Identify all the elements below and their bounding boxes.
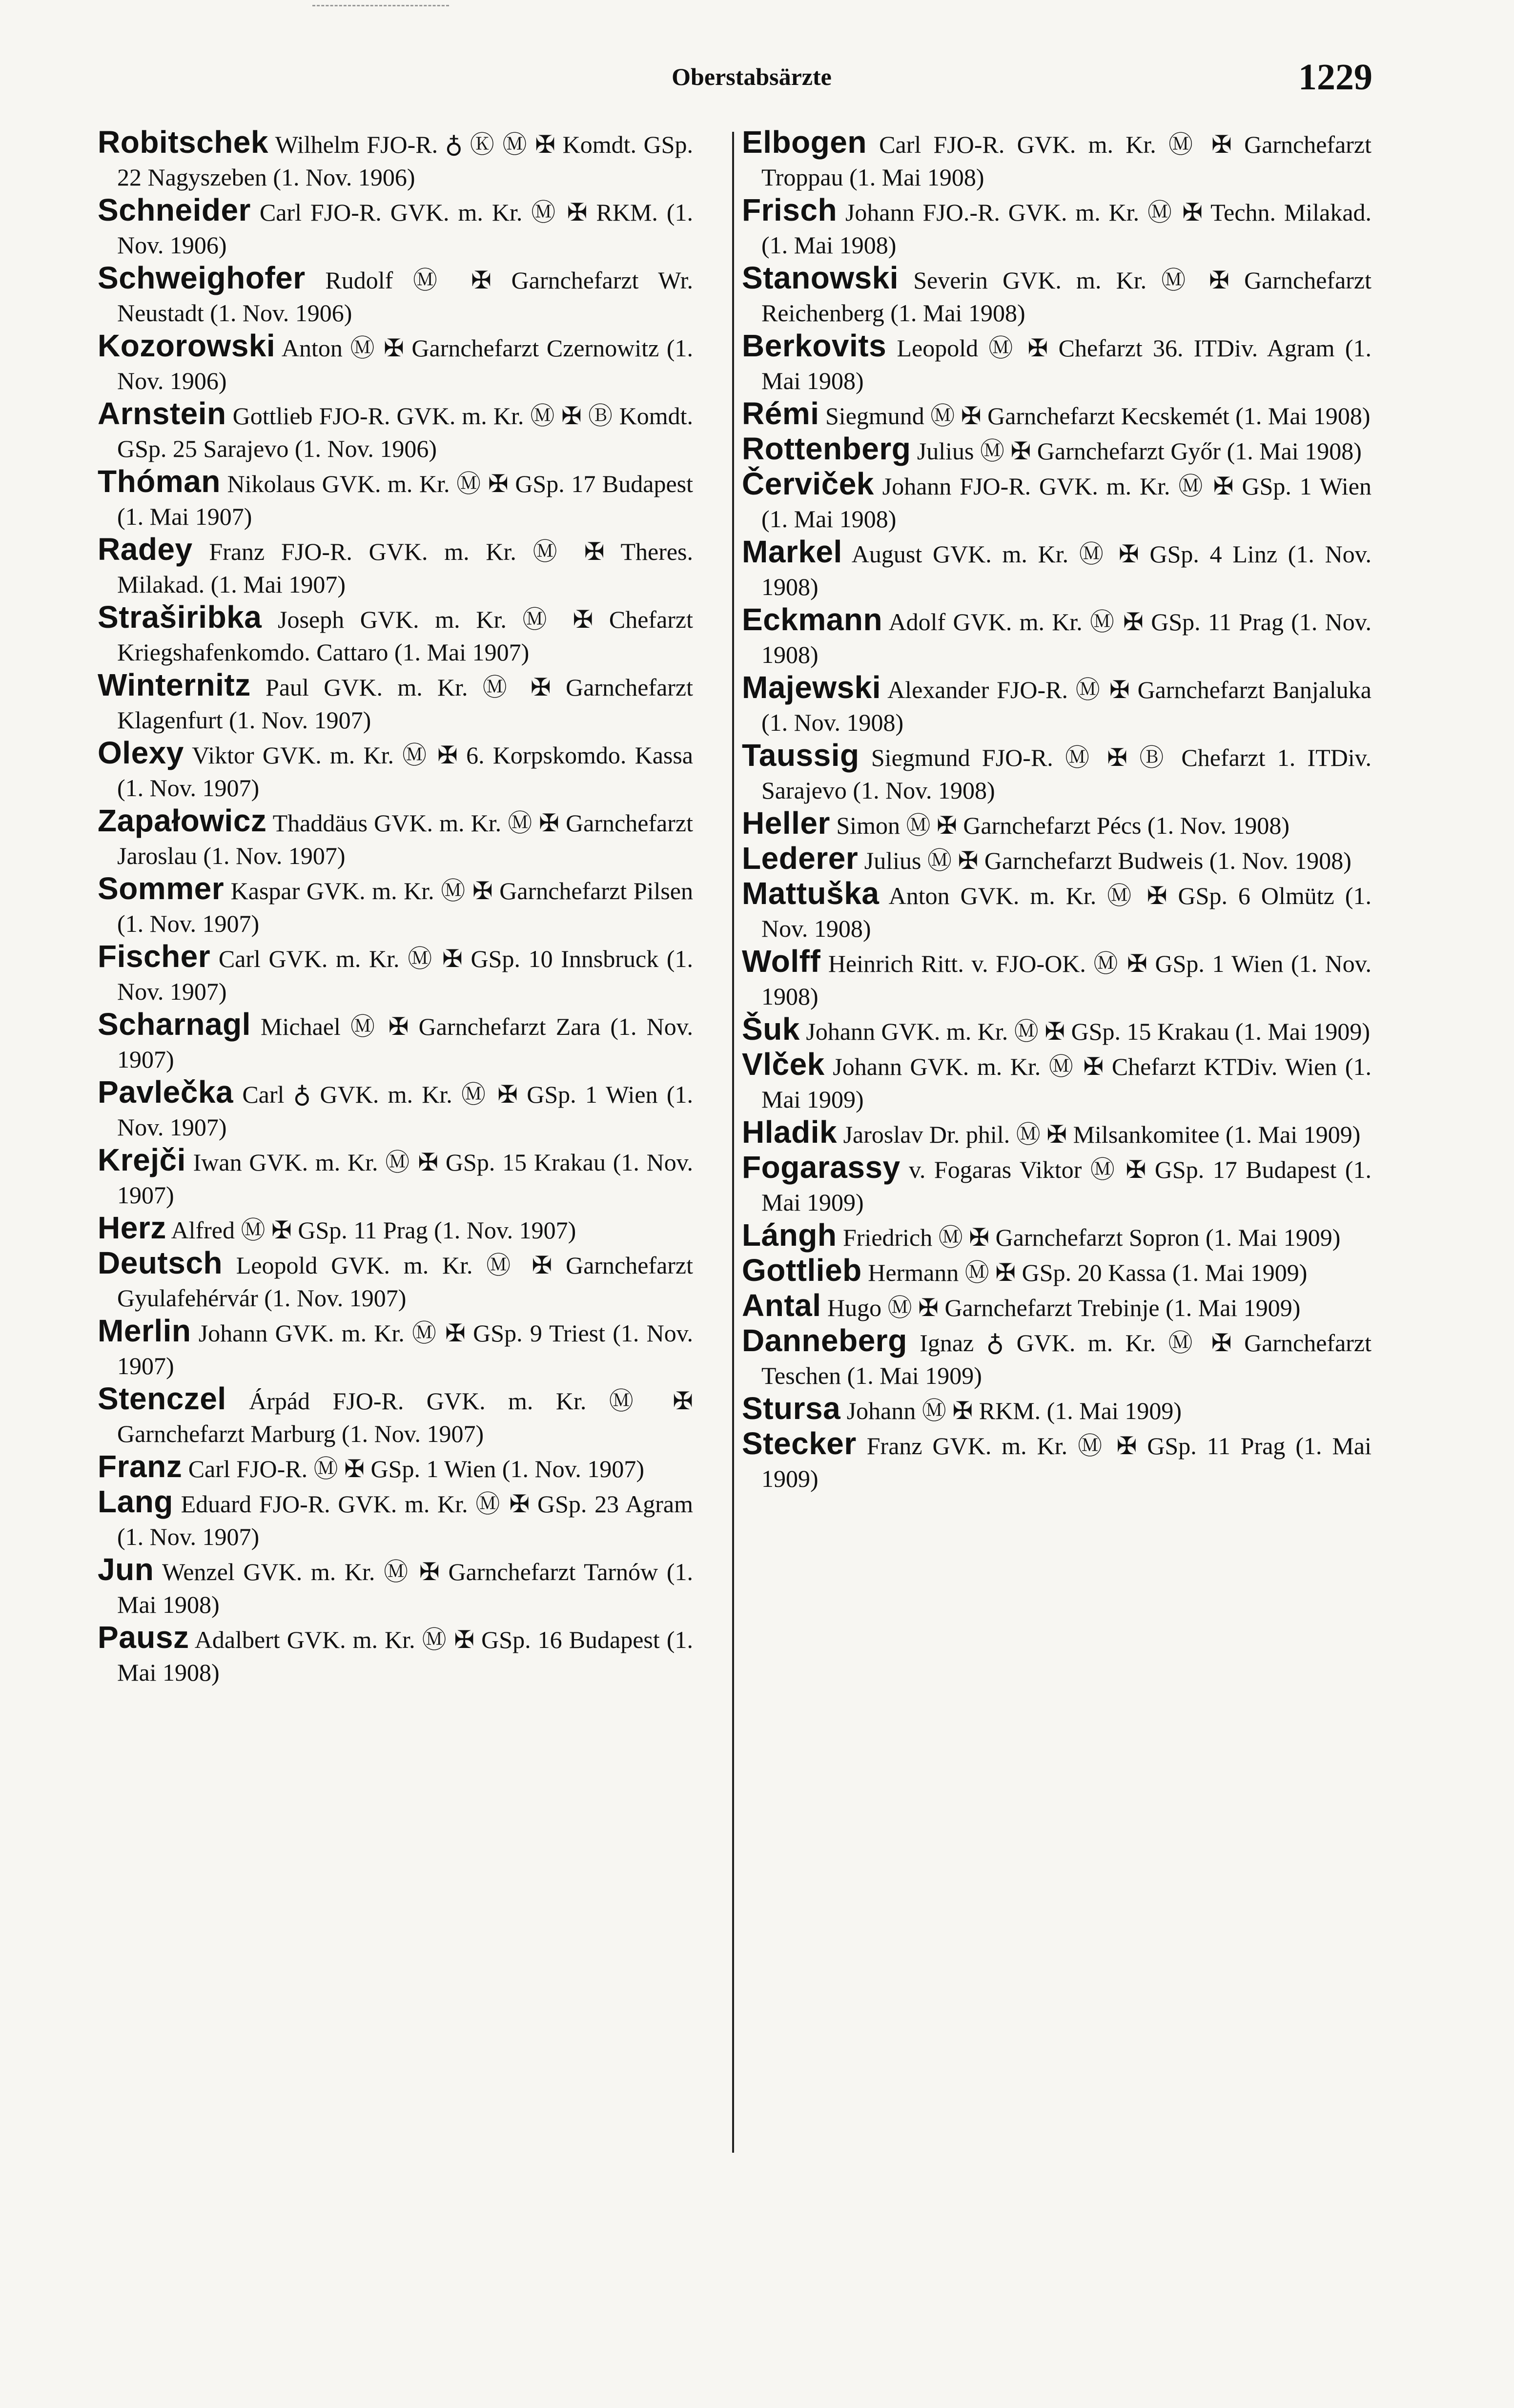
register-entry (98, 194, 693, 262)
entry-surname: Lang (98, 1484, 173, 1519)
entry-surname: Krejči (98, 1142, 186, 1177)
register-entry (98, 737, 693, 804)
entry-details: Carl ♁ GVK. m. Kr. Ⓜ ✠ GSp. 1 Wien (1. Nov. 1907) (117, 1081, 694, 1141)
register-entry (98, 1144, 693, 1212)
entry-details: Siegmund Ⓜ ✠ Garnchefarzt Kecskemét (1. Mai 1908) (825, 402, 1371, 430)
scan-edge-mark (312, 0, 449, 6)
entry-surname: Berkovits (742, 328, 887, 363)
entry-surname: Kozorowski (98, 328, 276, 363)
register-entry (98, 1485, 693, 1553)
entry-details: Franz GVK. m. Kr. Ⓜ ✠ GSp. 11 Prag (1. Mai 1909) (761, 1432, 1372, 1492)
entry-surname: Pavlečka (98, 1074, 234, 1110)
entry-surname: Herz (98, 1210, 166, 1245)
entry-surname: Fogarassy (742, 1150, 900, 1185)
register-entry (742, 468, 1371, 535)
register-entry (98, 1076, 693, 1144)
register-entry (98, 1382, 693, 1450)
entry-surname: Elbogen (742, 124, 867, 160)
entry-surname: Zapałowicz (98, 803, 267, 838)
entry-details: Rudolf Ⓜ ✠ Garnchefarzt Wr. Neustadt (1. Nov. 1906) (117, 267, 693, 327)
entry-surname: Stursa (742, 1391, 841, 1426)
entry-details: Jaroslav Dr. phil. Ⓜ ✠ Milsankomitee (1. Mai 1909) (843, 1121, 1361, 1148)
register-entry (98, 872, 693, 940)
entry-details: Hermann Ⓜ ✠ GSp. 20 Kassa (1. Mai 1909) (868, 1259, 1308, 1286)
entry-surname: Stecker (742, 1426, 857, 1461)
register-entry (742, 1254, 1371, 1289)
entry-surname: Červiček (742, 466, 874, 501)
entry-details: Gottlieb FJO-R. GVK. m. Kr. Ⓜ ✠ Ⓑ Komdt. GSp. 25 Sarajevo (1. Nov. 1906) (117, 402, 693, 462)
entry-surname: Scharnagl (98, 1007, 251, 1042)
entry-details: Carl FJO-R. GVK. m. Kr. Ⓜ ✠ Garnchefarzt Troppau (1. Mai 1908) (761, 131, 1372, 191)
register-entry (98, 1621, 693, 1689)
entry-details: Johann FJO.-R. GVK. m. Kr. Ⓜ ✠ Techn. Milakad. (1. Mai 1908) (761, 199, 1372, 259)
entry-details: Julius Ⓜ ✠ Garnchefarzt Budweis (1. Nov. 1908) (864, 847, 1351, 874)
entry-surname: Olexy (98, 735, 184, 770)
register-entry (742, 126, 1371, 194)
entry-surname: Pausz (98, 1620, 189, 1655)
register-entry (98, 804, 693, 872)
entry-details: Árpád FJO-R. GVK. m. Kr. Ⓜ ✠ Garnchefarzt Marburg (1. Nov. 1907) (117, 1387, 694, 1447)
register-entry (742, 535, 1371, 603)
entry-surname: Wolff (742, 944, 821, 979)
entry-details: Johann GVK. m. Kr. Ⓜ ✠ GSp. 15 Krakau (1. Mai 1909) (806, 1018, 1371, 1045)
entry-details: Simon Ⓜ ✠ Garnchefarzt Pécs (1. Nov. 1908) (836, 812, 1290, 839)
entry-surname: Majewski (742, 670, 881, 705)
entry-surname: Lángh (742, 1217, 837, 1253)
entry-surname: Winternitz (98, 667, 251, 702)
entry-surname: Vlček (742, 1047, 825, 1082)
entry-details: Wilhelm FJO-R. ♁ Ⓚ Ⓜ ✠ Komdt. GSp. 22 Nagyszeben (1. Nov. 1906) (117, 131, 693, 191)
register-entry (742, 1048, 1371, 1116)
page-number: 1229 (1298, 57, 1372, 98)
register-entry (742, 945, 1371, 1013)
register-entry (742, 1392, 1371, 1427)
register-entry (742, 842, 1371, 877)
left-column (98, 126, 693, 1689)
entry-surname: Hladik (742, 1114, 838, 1150)
register-entry (98, 465, 693, 533)
register-entry (98, 262, 693, 329)
right-column (742, 126, 1371, 1495)
entry-details: Carl FJO-R. Ⓜ ✠ GSp. 1 Wien (1. Nov. 1907) (188, 1455, 644, 1482)
entry-surname: Jun (98, 1552, 154, 1587)
entry-surname: Antal (742, 1288, 821, 1323)
register-entry (742, 671, 1371, 739)
entry-details: Wenzel GVK. m. Kr. Ⓜ ✠ Garnchefarzt Tarnów (1. Mai 1908) (117, 1558, 693, 1618)
entry-details: Hugo Ⓜ ✠ Garnchefarzt Trebinje (1. Mai 1909) (827, 1294, 1301, 1321)
entry-surname: Deutsch (98, 1245, 223, 1280)
entry-details: Franz FJO-R. GVK. m. Kr. Ⓜ ✠ Theres. Milakad. (1. Mai 1907) (117, 538, 694, 598)
entry-details: Eduard FJO-R. GVK. m. Kr. Ⓜ ✠ GSp. 23 Agram (1. Nov. 1907) (117, 1490, 693, 1550)
entry-details: Alexander FJO-R. Ⓜ ✠ Garnchefarzt Banjaluka (1. Nov. 1908) (761, 676, 1371, 736)
register-entry (742, 1151, 1371, 1219)
entry-surname: Merlin (98, 1313, 191, 1348)
register-entry (98, 533, 693, 601)
entry-surname: Schneider (98, 192, 251, 227)
register-entry (98, 1247, 693, 1315)
entry-details: Anton GVK. m. Kr. Ⓜ ✠ GSp. 6 Olmütz (1. Nov. 1908) (761, 882, 1371, 942)
register-entry (98, 940, 693, 1008)
entry-details: Johann GVK. m. Kr. Ⓜ ✠ Chefarzt KTDiv. Wien (1. Mai 1909) (761, 1053, 1372, 1113)
entry-surname: Stenczel (98, 1381, 226, 1416)
entry-surname: Sommer (98, 871, 225, 906)
register-entry (742, 397, 1371, 432)
entry-details: Kaspar GVK. m. Kr. Ⓜ ✠ Garnchefarzt Pilsen (1. Nov. 1907) (117, 877, 693, 937)
entry-details: Carl FJO-R. GVK. m. Kr. Ⓜ ✠ RKM. (1. Nov. 1906) (117, 199, 694, 259)
entry-details: Michael Ⓜ ✠ Garnchefarzt Zara (1. Nov. 1907) (117, 1013, 693, 1073)
entry-surname: Eckmann (742, 602, 883, 637)
entry-details: Johann Ⓜ ✠ RKM. (1. Mai 1909) (846, 1397, 1182, 1424)
register-entry (742, 877, 1371, 945)
register-entry (742, 807, 1371, 842)
entry-surname: Thóman (98, 464, 221, 499)
entry-details: Siegmund FJO-R. Ⓜ ✠ Ⓑ Chefarzt 1. ITDiv. Sarajevo (1. Nov. 1908) (761, 744, 1371, 804)
register-entry (98, 601, 693, 669)
entry-surname: Lederer (742, 841, 859, 876)
entry-details: Adolf GVK. m. Kr. Ⓜ ✠ GSp. 11 Prag (1. Nov. 1908) (761, 608, 1371, 668)
register-entry (98, 1315, 693, 1382)
entry-details: Julius Ⓜ ✠ Garnchefarzt Győr (1. Mai 1908) (917, 437, 1362, 465)
register-entry (742, 194, 1371, 262)
register-entry (98, 397, 693, 465)
register-entry (98, 1450, 693, 1485)
entry-surname: Arnstein (98, 396, 226, 431)
register-entry (742, 603, 1371, 671)
entry-surname: Rottenberg (742, 431, 911, 466)
register-entry (98, 329, 693, 397)
entry-surname: Taussig (742, 738, 859, 773)
entry-details: Viktor GVK. m. Kr. Ⓜ ✠ 6. Korpskomdo. Kassa (1. Nov. 1907) (117, 741, 693, 802)
entry-details: Anton Ⓜ ✠ Garnchefarzt Czernowitz (1. Nov. 1906) (117, 334, 693, 394)
entry-details: Joseph GVK. m. Kr. Ⓜ ✠ Chefarzt Kriegshafenkomdo. Cattaro (1. Mai 1907) (117, 606, 694, 666)
entry-surname: Markel (742, 534, 842, 569)
entry-details: Johann GVK. m. Kr. Ⓜ ✠ GSp. 9 Triest (1. Nov. 1907) (117, 1319, 694, 1379)
entry-surname: Fischer (98, 939, 211, 974)
register-entry (98, 126, 693, 194)
entry-details: v. Fogaras Viktor Ⓜ ✠ GSp. 17 Budapest (1. Mai 1909) (761, 1156, 1372, 1216)
page-header-title: Oberstabsärzte (672, 63, 832, 90)
entry-details: Paul GVK. m. Kr. Ⓜ ✠ Garnchefarzt Klagenfurt (1. Nov. 1907) (117, 674, 693, 734)
column-divider (732, 132, 734, 2153)
entry-surname: Gottlieb (742, 1253, 862, 1288)
register-entry (742, 432, 1371, 468)
entry-surname: Franz (98, 1449, 183, 1484)
entry-details: Alfred Ⓜ ✠ GSp. 11 Prag (1. Nov. 1907) (171, 1216, 576, 1244)
entry-details: Heinrich Ritt. v. FJO-OK. Ⓜ ✠ GSp. 1 Wien (1. Nov. 1908) (761, 950, 1372, 1010)
entry-details: Nikolaus GVK. m. Kr. Ⓜ ✠ GSp. 17 Budapest (1. Mai 1907) (117, 470, 694, 530)
register-entry (98, 669, 693, 737)
entry-details: Thaddäus GVK. m. Kr. Ⓜ ✠ Garnchefarzt Jaroslau (1. Nov. 1907) (117, 809, 693, 869)
register-entry (98, 1212, 693, 1247)
entry-details: Ignaz ♁ GVK. m. Kr. Ⓜ ✠ Garnchefarzt Teschen (1. Mai 1909) (761, 1329, 1372, 1389)
register-entry (742, 739, 1371, 807)
register-entry (98, 1008, 693, 1076)
entry-surname: Mattuška (742, 876, 880, 911)
entry-details: Carl GVK. m. Kr. Ⓜ ✠ GSp. 10 Innsbruck (1. Nov. 1907) (117, 945, 694, 1005)
entry-details: Severin GVK. m. Kr. Ⓜ ✠ Garnchefarzt Reichenberg (1. Mai 1908) (761, 267, 1371, 327)
register-entry (742, 1427, 1371, 1495)
entry-surname: Heller (742, 805, 830, 841)
entry-details: Iwan GVK. m. Kr. Ⓜ ✠ GSp. 15 Krakau (1. Nov. 1907) (117, 1149, 693, 1209)
entry-surname: Frisch (742, 192, 838, 227)
entry-surname: Šuk (742, 1011, 800, 1047)
entry-details: Adalbert GVK. m. Kr. Ⓜ ✠ GSp. 16 Budapest (1. Mai 1908) (117, 1626, 693, 1686)
entry-details: Friedrich Ⓜ ✠ Garnchefarzt Sopron (1. Mai 1909) (842, 1224, 1341, 1251)
register-entry (742, 1324, 1371, 1392)
entry-surname: Schweighofer (98, 260, 306, 295)
entry-surname: Stanowski (742, 260, 899, 295)
entry-surname: Robitschek (98, 124, 268, 160)
entry-surname: Straširibka (98, 599, 262, 635)
register-entry (742, 1116, 1371, 1151)
entry-surname: Danneberg (742, 1323, 907, 1358)
entry-details: Leopold GVK. m. Kr. Ⓜ ✠ Garnchefarzt Gyulafehérvár (1. Nov. 1907) (117, 1252, 693, 1312)
register-entry (742, 262, 1371, 329)
entry-details: Leopold Ⓜ ✠ Chefarzt 36. ITDiv. Agram (1. Mai 1908) (761, 334, 1371, 394)
register-entry (742, 329, 1371, 397)
register-entry (742, 1219, 1371, 1254)
entry-details: Johann FJO-R. GVK. m. Kr. Ⓜ ✠ GSp. 1 Wien (1. Mai 1908) (761, 473, 1371, 533)
register-entry (98, 1553, 693, 1621)
entry-surname: Rémi (742, 396, 819, 431)
entry-details: August GVK. m. Kr. Ⓜ ✠ GSp. 4 Linz (1. Nov. 1908) (761, 540, 1371, 600)
register-entry (742, 1289, 1371, 1324)
entry-surname: Radey (98, 532, 193, 567)
register-entry (742, 1013, 1371, 1048)
